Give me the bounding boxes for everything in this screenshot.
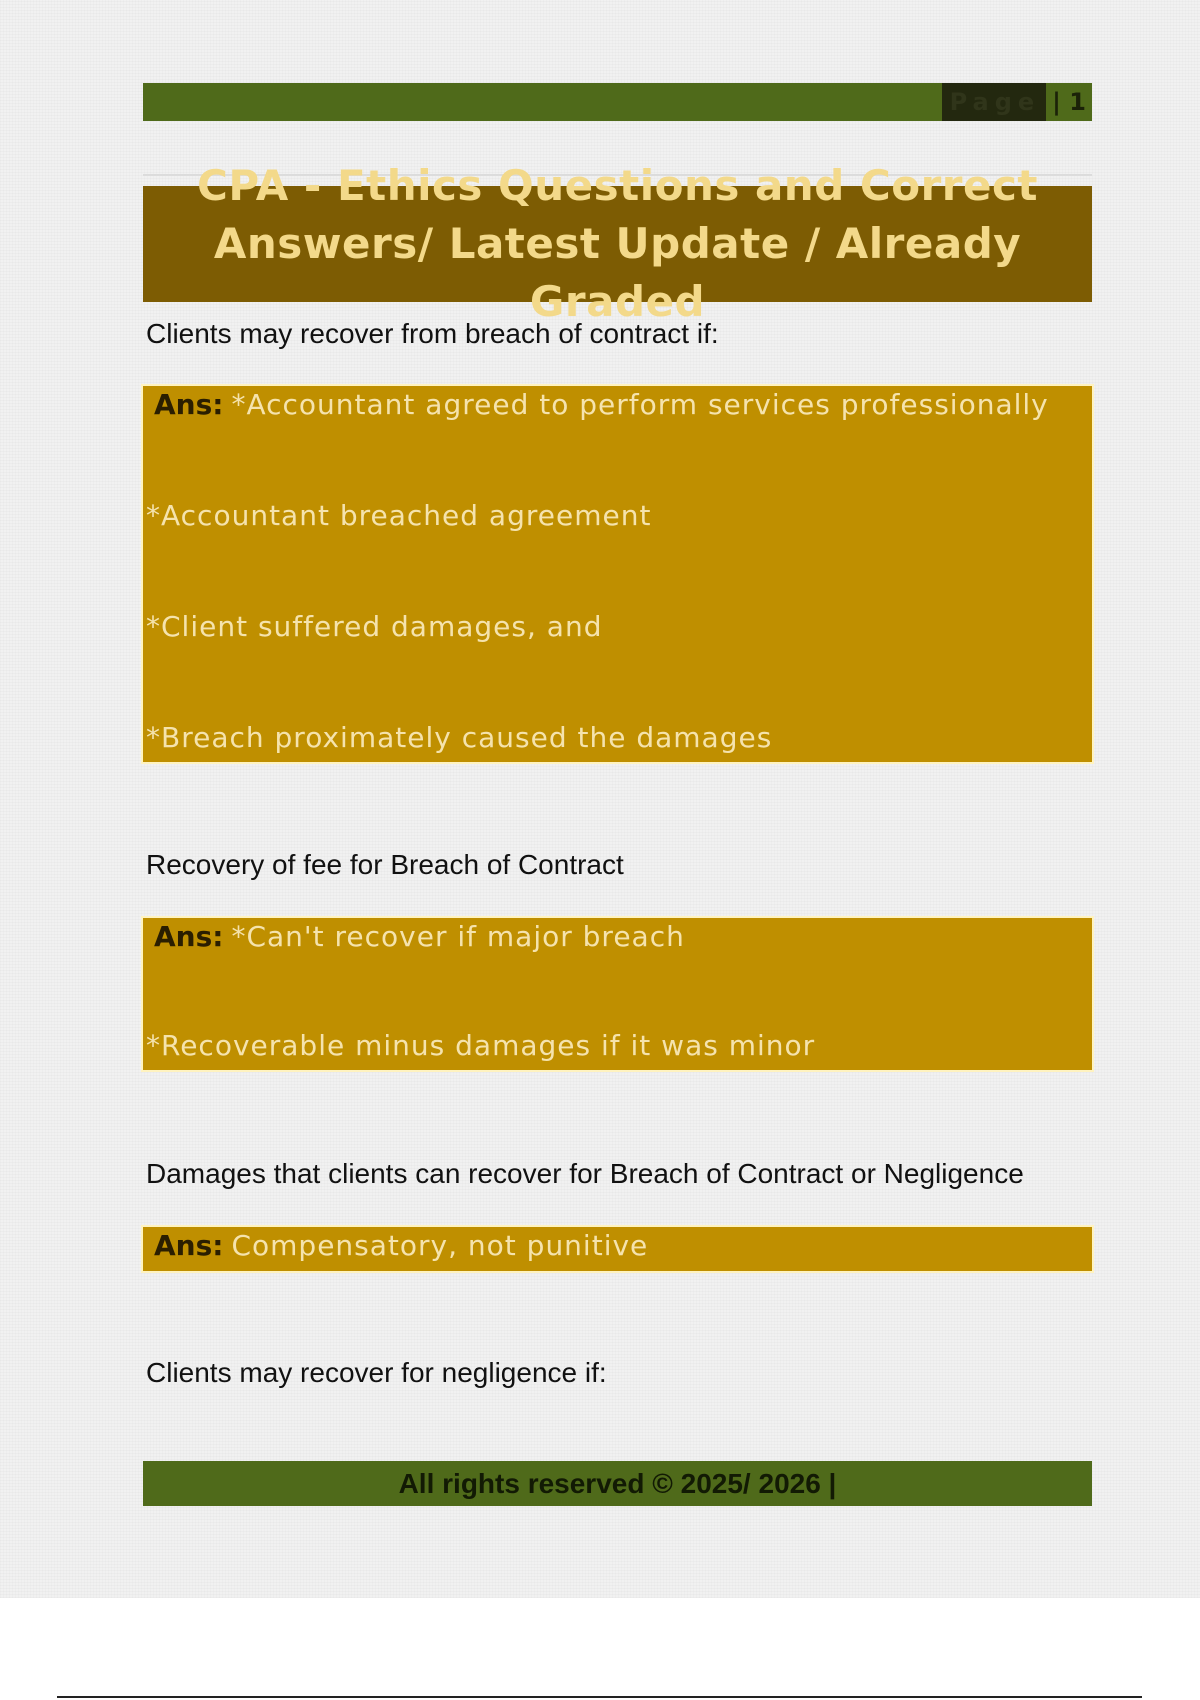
answer-line: *Breach proximately caused the damages bbox=[146, 721, 773, 754]
answer-line: *Can't recover if major breach bbox=[231, 920, 685, 953]
answer-box-2 bbox=[143, 918, 1092, 1070]
answer-line: *Client suffered damages, and bbox=[146, 610, 603, 643]
question-4: Clients may recover for negligence if: bbox=[146, 1357, 607, 1388]
answer-label: Ans: bbox=[154, 388, 224, 421]
page-number-label bbox=[942, 83, 1092, 121]
page-footer-bar bbox=[143, 1461, 1092, 1506]
answer-line: *Recoverable minus damages if it was minor bbox=[146, 1029, 816, 1062]
page-header-bar bbox=[143, 83, 1092, 121]
question-3: Damages that clients can recover for Breach of Contract or Negligence bbox=[146, 1158, 1024, 1189]
answer-line: *Accountant breached agreement bbox=[146, 499, 652, 532]
document-title: CPA - Ethics Questions and Correct Answers/ Latest Update / Already Graded bbox=[197, 161, 1038, 326]
page-number: 1 bbox=[1069, 88, 1086, 116]
answer-label: Ans: bbox=[154, 1229, 224, 1262]
question-2: Recovery of fee for Breach of Contract bbox=[146, 849, 624, 880]
title-banner bbox=[143, 161, 1092, 326]
answer-line: *Accountant agreed to perform services professionally bbox=[231, 388, 1049, 421]
answer-box-3 bbox=[143, 1227, 1092, 1271]
answer-label: Ans: bbox=[154, 920, 224, 953]
page-word: Page bbox=[942, 83, 1047, 121]
answer-box-1 bbox=[143, 386, 1092, 762]
question-1: Clients may recover from breach of contract if: bbox=[146, 318, 719, 349]
bottom-divider bbox=[57, 1696, 1142, 1698]
answer-line: Compensatory, not punitive bbox=[231, 1229, 649, 1262]
copyright-text: All rights reserved © 2025/ 2026 | bbox=[398, 1467, 837, 1499]
page-separator: | bbox=[1052, 88, 1061, 116]
